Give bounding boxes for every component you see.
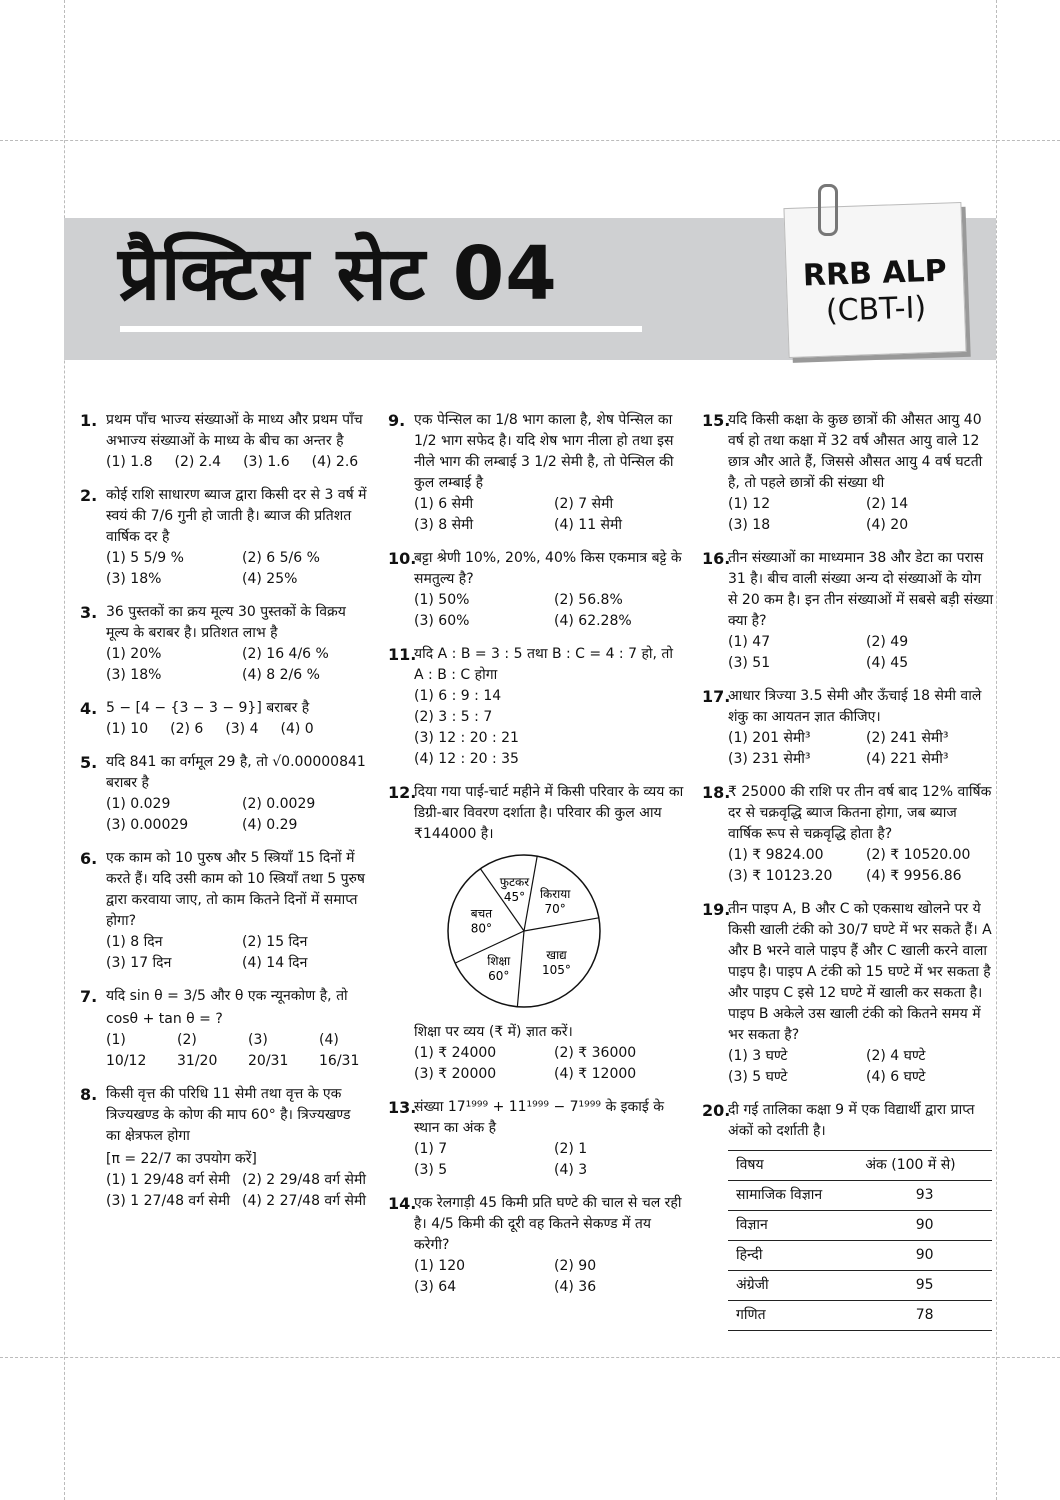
answer-options — [106, 932, 368, 974]
answer-option: (2) 241 सेमी³ — [866, 730, 949, 746]
answer-options — [728, 728, 994, 770]
answer-option: (2) 2.4 — [174, 454, 222, 470]
pie-slice-label: शिक्षा — [487, 954, 511, 969]
answer-option: (2) ₹ 10520.00 — [866, 847, 971, 863]
question-text: 5 − [4 − {3 − 3 − 9}] बराबर है — [106, 700, 310, 716]
answer-option: (2) 15 दिन — [242, 934, 308, 950]
question-text: तीन पाइप A, B और C को एकसाथ खोलने पर ये किसी खाली टंकी को 30/7 घण्टे में भर सकते हैं। A और B भरने वाले पाइप हैं और C खाली करने वाला पाइप है। पाइप A टंकी को 15 घण्टे में भर सकता है और पाइप C इसे 12 घण्टे में खाली कर सकता है। पाइप B अकेले उस खाली टंकी को कितने समय में भर सकता है? — [728, 901, 992, 1043]
answer-options — [728, 494, 994, 536]
answer-option: (4) ₹ 12000 — [554, 1066, 637, 1082]
question — [80, 602, 368, 686]
question — [702, 410, 994, 536]
answer-option: (2) 6 5/6 % — [242, 550, 320, 566]
answer-option: (3) 0.00029 — [106, 817, 189, 833]
answer-option: (3) 4 — [225, 721, 259, 737]
answer-options — [728, 845, 994, 887]
answer-options — [414, 1139, 684, 1181]
answer-option: (1) 10/12 — [106, 1032, 147, 1069]
exam-tag-line1: RRB ALP — [802, 253, 948, 294]
question — [388, 548, 684, 632]
table-cell-marks: 78 — [857, 1301, 992, 1331]
answer-option: (1) 0.029 — [106, 796, 171, 812]
question-text: तीन संख्याओं का माध्यमान 38 और डेटा का परास 31 है। बीच वाली संख्या अन्य दो संख्याओं के योग से 20 कम है। इन तीन संख्याओं में सबसे बड़ी संख्या क्या है? — [728, 550, 994, 629]
answer-option: (1) 1.8 — [106, 454, 153, 470]
question-text: संख्या 17¹⁹⁹⁹ + 11¹⁹⁹⁹ − 7¹⁹⁹⁹ के इकाई के स्थान का अंक है — [414, 1099, 664, 1136]
answer-option: (2) 90 — [554, 1258, 597, 1274]
question-column-3 — [702, 410, 994, 1343]
answer-options — [414, 1043, 684, 1085]
table-row — [728, 1181, 992, 1211]
question-text: 36 पुस्तकों का क्रय मूल्य 30 पुस्तकों के विक्रय मूल्य के बराबर है। प्रतिशत लाभ है — [106, 604, 346, 641]
answer-option: (4) 36 — [554, 1279, 597, 1295]
table-header: विषय — [728, 1151, 857, 1181]
answer-option: (2) 7 सेमी — [554, 496, 614, 512]
answer-option: (4) ₹ 9956.86 — [866, 868, 962, 884]
answer-option: (1) 1 29/48 वर्ग सेमी — [106, 1172, 231, 1188]
table-cell-marks: 90 — [857, 1211, 992, 1241]
answer-option: (4) 25% — [242, 571, 298, 587]
question-number: 14. — [388, 1194, 417, 1213]
question-number: 20. — [702, 1101, 731, 1120]
answer-option: (3) 5 घण्टे — [728, 1069, 788, 1085]
question — [388, 410, 684, 536]
answer-option: (2) 31/20 — [177, 1032, 218, 1069]
question-number: 17. — [702, 687, 731, 706]
answer-option: (4) 2.6 — [311, 454, 359, 470]
answer-option: (4) 3 — [554, 1162, 588, 1178]
pie-slice-value: 80° — [470, 921, 493, 936]
question-number: 2. — [80, 486, 98, 505]
answer-option: (4) 0.29 — [242, 817, 298, 833]
paperclip-icon — [818, 184, 838, 236]
answer-option: (2) 4 घण्टे — [866, 1048, 926, 1064]
question-number: 3. — [80, 603, 98, 622]
exam-tag-line2: (CBT-I) — [825, 290, 927, 329]
answer-options — [106, 1170, 368, 1212]
answer-option: (1) 20% — [106, 646, 162, 662]
answer-option: (3) 17 दिन — [106, 955, 172, 971]
question-column-1 — [80, 410, 368, 1224]
question-number: 10. — [388, 549, 417, 568]
answer-option: (3) 20/31 — [248, 1032, 289, 1069]
question-number: 4. — [80, 699, 98, 718]
answer-options — [106, 1030, 368, 1072]
question-number: 5. — [80, 753, 98, 772]
answer-option: (3) 8 सेमी — [414, 517, 474, 533]
question-text: प्रथम पाँच भाज्य संख्याओं के माध्य और प्रथम पाँच अभाज्य संख्याओं के माध्य के बीच का अन्तर है — [106, 412, 363, 449]
table-cell-subject: विज्ञान — [728, 1211, 857, 1241]
answer-option: (1) 5 5/9 % — [106, 550, 184, 566]
answer-option: (4) 16/31 — [319, 1032, 360, 1069]
answer-option: (3) 18% — [106, 667, 162, 683]
question — [80, 485, 368, 590]
marks-table — [728, 1150, 992, 1331]
question-number: 7. — [80, 987, 98, 1006]
table-header-row — [728, 1151, 992, 1181]
question — [80, 1084, 368, 1212]
answer-option: (3) 12 : 20 : 21 — [414, 730, 519, 746]
question-number: 8. — [80, 1085, 98, 1104]
answer-option: (4) 6 घण्टे — [866, 1069, 926, 1085]
answer-options — [414, 590, 684, 632]
answer-option: (3) 1 27/48 वर्ग सेमी — [106, 1193, 231, 1209]
answer-options — [106, 719, 368, 740]
question-note: cosθ + tan θ = ? — [106, 1011, 223, 1027]
answer-option: (3) 64 — [414, 1279, 457, 1295]
answer-option: (4) 2 27/48 वर्ग सेमी — [242, 1193, 367, 1209]
expense-pie-chart — [444, 851, 604, 1011]
question-number: 12. — [388, 783, 417, 802]
answer-options — [414, 494, 684, 536]
answer-option: (4) 45 — [866, 655, 909, 671]
pie-slice-label: फुटकर — [499, 874, 530, 889]
answer-options — [728, 1046, 994, 1088]
question-text: दिया गया पाई-चार्ट महीने में किसी परिवार के व्यय का डिग्री-बार विवरण दर्शाता है। परिवार की कुल आय ₹144000 है। — [414, 784, 684, 842]
answer-option: (2) 6 — [170, 721, 204, 737]
table-row — [728, 1211, 992, 1241]
answer-option: (2) 3 : 5 : 7 — [414, 709, 493, 725]
pie-slice-label: बचत — [470, 906, 493, 921]
pie-slice-value: 70° — [544, 901, 566, 916]
question-number: 11. — [388, 645, 417, 664]
question-text: ₹ 25000 की राशि पर तीन वर्ष बाद 12% वार्षिक दर से चक्रवृद्धि ब्याज कितना होगा, जब ब्याज वार्षिक रूप से चक्रवृद्धि होता है? — [728, 784, 992, 842]
answer-option: (1) 7 — [414, 1141, 448, 1157]
answer-option: (1) 50% — [414, 592, 470, 608]
answer-option: (3) 60% — [414, 613, 470, 629]
answer-option: (1) 6 सेमी — [414, 496, 474, 512]
answer-option: (1) ₹ 24000 — [414, 1045, 497, 1061]
pie-slice-value: 60° — [488, 969, 510, 984]
question-number: 19. — [702, 900, 731, 919]
answer-option: (2) 14 — [866, 496, 909, 512]
answer-option: (4) 62.28% — [554, 613, 632, 629]
answer-option: (4) 11 सेमी — [554, 517, 623, 533]
table-cell-subject: गणित — [728, 1301, 857, 1331]
answer-option: (3) ₹ 20000 — [414, 1066, 497, 1082]
answer-option: (1) ₹ 9824.00 — [728, 847, 824, 863]
answer-option: (3) 51 — [728, 655, 771, 671]
question-number: 6. — [80, 849, 98, 868]
question-text: यदि किसी कक्षा के कुछ छात्रों की औसत आयु 40 वर्ष हो तथा कक्षा में 32 वर्ष औसत आयु वाले 12 छात्र और आते हैं, जिससे औसत आयु 4 वर्ष घटती है, तो पहले छात्रों की संख्या थी — [728, 412, 983, 491]
question-text: एक पेन्सिल का 1/8 भाग काला है, शेष पेन्सिल का 1/2 भाग सफेद है। यदि शेष भाग नीला हो तथा इस नीले भाग की लम्बाई 3 1/2 सेमी है, तो पेन्सिल की कुल लम्बाई है — [414, 412, 674, 491]
answer-option: (4) 221 सेमी³ — [866, 751, 949, 767]
question-column-2 — [388, 410, 684, 1310]
answer-option: (4) 8 2/6 % — [242, 667, 320, 683]
question — [702, 686, 994, 770]
answer-option: (1) 47 — [728, 634, 771, 650]
crop-guide-right — [996, 0, 997, 1500]
answer-option: (3) 231 सेमी³ — [728, 751, 811, 767]
question-number: 1. — [80, 411, 98, 430]
question-number: 9. — [388, 411, 406, 430]
answer-option: (3) 5 — [414, 1162, 448, 1178]
answer-option: (1) 120 — [414, 1258, 466, 1274]
answer-options — [414, 686, 684, 770]
question — [388, 782, 684, 1085]
answer-option: (1) 201 सेमी³ — [728, 730, 811, 746]
answer-option: (2) 0.0029 — [242, 796, 316, 812]
question — [702, 899, 994, 1088]
answer-option: (1) 8 दिन — [106, 934, 163, 950]
question — [80, 410, 368, 473]
question-text: यदि 841 का वर्गमूल 29 है, तो √0.00000841 बराबर है — [106, 754, 366, 791]
table-cell-marks: 93 — [857, 1181, 992, 1211]
pie-slice-value: 105° — [542, 962, 571, 977]
answer-option: (3) 18 — [728, 517, 771, 533]
question-note: [π = 22/7 का उपयोग करें] — [106, 1151, 257, 1167]
question — [702, 548, 994, 674]
title-underline — [120, 326, 642, 332]
answer-option: (4) 12 : 20 : 35 — [414, 751, 519, 767]
table-header: अंक (100 में से) — [857, 1151, 992, 1181]
question — [388, 1193, 684, 1298]
answer-option: (2) 49 — [866, 634, 909, 650]
question — [702, 782, 994, 887]
pie-slice-value: 45° — [503, 889, 526, 904]
answer-option: (2) 56.8% — [554, 592, 623, 608]
answer-option: (2) 1 — [554, 1141, 588, 1157]
answer-options — [414, 1256, 684, 1298]
question-text: बट्टा श्रेणी 10%, 20%, 40% किस एकमात्र बट्टे के समतुल्य है? — [414, 550, 682, 587]
question-text: दी गई तालिका कक्षा 9 में एक विद्यार्थी द्वारा प्राप्त अंकों को दर्शाती है। — [728, 1102, 975, 1139]
answer-option: (1) 3 घण्टे — [728, 1048, 788, 1064]
question-text: कोई राशि साधारण ब्याज द्वारा किसी दर से 3 वर्ष में स्वयं की 7/6 गुनी हो जाती है। ब्याज की प्रतिशत वार्षिक दर है — [106, 487, 367, 545]
question-text: यदि A : B = 3 : 5 तथा B : C = 4 : 7 हो, तो A : B : C होगा — [414, 646, 674, 683]
answer-option: (3) ₹ 10123.20 — [728, 868, 833, 884]
question-number: 15. — [702, 411, 731, 430]
crop-guide-bottom — [0, 1357, 1060, 1358]
answer-option: (3) 1.6 — [243, 454, 290, 470]
answer-option: (1) 6 : 9 : 14 — [414, 688, 502, 704]
question-text: यदि sin θ = 3/5 और θ एक न्यूनकोण है, तो — [106, 988, 348, 1004]
exam-tag — [783, 202, 966, 358]
answer-options — [106, 548, 368, 590]
pie-slice-label: खाद्य — [546, 947, 567, 962]
question — [388, 644, 684, 770]
answer-option: (2) ₹ 36000 — [554, 1045, 637, 1061]
answer-option: (2) 2 29/48 वर्ग सेमी — [242, 1172, 367, 1188]
table-cell-subject: अंग्रेजी — [728, 1271, 857, 1301]
answer-options — [106, 794, 368, 836]
question — [80, 848, 368, 974]
question — [80, 698, 368, 740]
question — [388, 1097, 684, 1181]
pie-chart-container — [444, 851, 684, 1018]
page-title: प्रैक्टिस सेट 04 — [118, 231, 558, 317]
answer-option: (1) 12 — [728, 496, 771, 512]
table-cell-marks: 95 — [857, 1271, 992, 1301]
answer-option: (3) 18% — [106, 571, 162, 587]
question — [702, 1100, 994, 1331]
question-number: 16. — [702, 549, 731, 568]
table-row — [728, 1241, 992, 1271]
answer-option: (4) 0 — [280, 721, 314, 737]
answer-options — [106, 644, 368, 686]
table-cell-subject: हिन्दी — [728, 1241, 857, 1271]
question-number: 18. — [702, 783, 731, 802]
crop-guide-top — [0, 140, 1060, 141]
question-note: शिक्षा पर व्यय (₹ में) ज्ञात करें। — [414, 1024, 573, 1040]
question-text: किसी वृत्त की परिधि 11 सेमी तथा वृत्त के एक त्रिज्यखण्ड के कोण की माप 60° है। त्रिज्यखण्ड का क्षेत्रफल होगा — [106, 1086, 351, 1144]
answer-option: (4) 20 — [866, 517, 909, 533]
table-row — [728, 1271, 992, 1301]
question-text: आधार त्रिज्या 3.5 सेमी और ऊँचाई 18 सेमी वाले शंकु का आयतन ज्ञात कीजिए। — [728, 688, 982, 725]
question-text: एक रेलगाड़ी 45 किमी प्रति घण्टे की चाल से चल रही है। 4/5 किमी की दूरी वह कितने सेकण्ड में तय करेगी? — [414, 1195, 682, 1253]
table-cell-marks: 90 — [857, 1241, 992, 1271]
question — [80, 752, 368, 836]
question-text: एक काम को 10 पुरुष और 5 स्त्रियाँ 15 दिनों में करते हैं। यदि उसी काम को 10 स्त्रियाँ तथा 5 पुरुष द्वारा करवाया जाए, तो काम कितने दिनों में समाप्त होगा? — [106, 850, 366, 929]
question-number: 13. — [388, 1098, 417, 1117]
answer-options — [728, 632, 994, 674]
table-row — [728, 1301, 992, 1331]
pie-slice-label: किराया — [539, 886, 571, 901]
table-cell-subject: सामाजिक विज्ञान — [728, 1181, 857, 1211]
answer-options — [106, 452, 368, 473]
question — [80, 986, 368, 1072]
answer-option: (2) 16 4/6 % — [242, 646, 329, 662]
answer-option: (1) 10 — [106, 721, 149, 737]
answer-option: (4) 14 दिन — [242, 955, 308, 971]
